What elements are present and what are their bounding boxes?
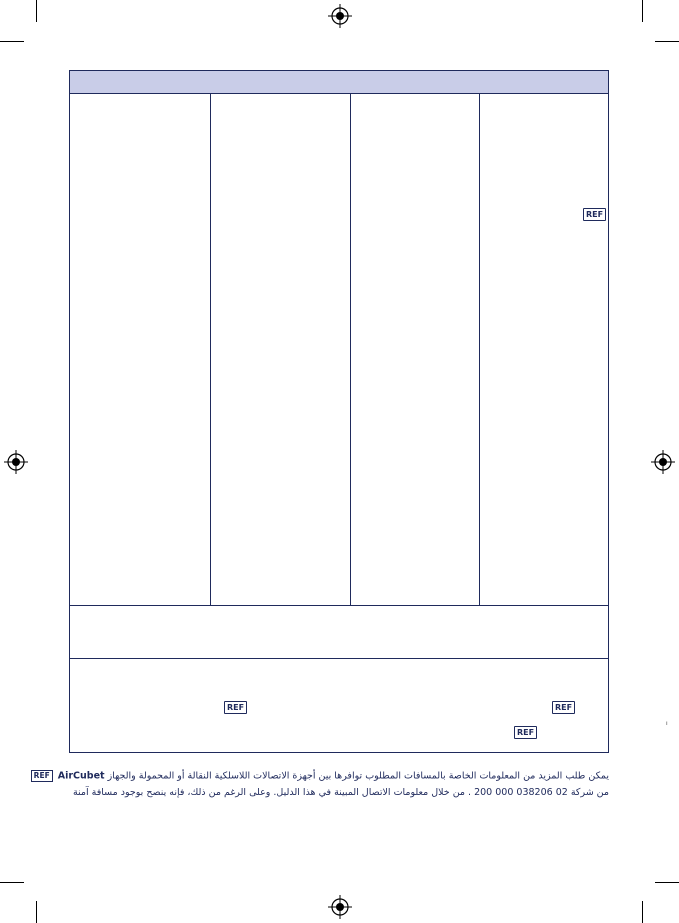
edge-mark: ı — [666, 720, 668, 727]
crop-mark-icon — [642, 0, 643, 22]
row-divider — [70, 658, 608, 659]
ref-symbol: REF — [514, 726, 537, 739]
registration-mark-icon — [4, 450, 28, 474]
crop-mark-icon — [655, 41, 679, 42]
column-divider — [210, 94, 211, 606]
row-divider — [70, 605, 608, 606]
crop-mark-icon — [0, 882, 24, 883]
footer-note-text: يمكن طلب المزيد من المعلومات الخاصة بالمسافات المطلوب توافرها بين أجهزة الاتصالات اللاسلكية النقالة أو المحمولة والجهاز — [107, 770, 609, 782]
table-header-bar — [70, 71, 608, 94]
column-divider — [350, 94, 351, 606]
footer-note-line-2 — [69, 787, 609, 799]
column-divider — [479, 94, 480, 606]
footer-note-text: من شركة 02 038206 000 200 . من خلال معلومات الاتصال المبينة في هذا الدليل. وعلى الرغم من ذلك، فإنه ينصح بوجود مسافة آمنة — [72, 787, 609, 798]
crop-mark-icon — [36, 0, 37, 22]
ref-symbol: REF — [552, 701, 575, 714]
registration-mark-icon — [651, 450, 675, 474]
ref-symbol: REF — [31, 770, 53, 782]
registration-mark-icon — [328, 895, 352, 919]
footer-note-line-1 — [33, 770, 609, 783]
crop-mark-icon — [655, 882, 679, 883]
crop-mark-icon — [642, 901, 643, 923]
registration-mark-icon — [328, 4, 352, 28]
crop-mark-icon — [36, 901, 37, 923]
ref-symbol: REF — [583, 208, 606, 221]
emc-distance-table — [69, 70, 609, 753]
ref-symbol: REF — [224, 701, 247, 714]
crop-mark-icon — [0, 41, 24, 42]
product-name: AirCubet — [57, 770, 105, 782]
